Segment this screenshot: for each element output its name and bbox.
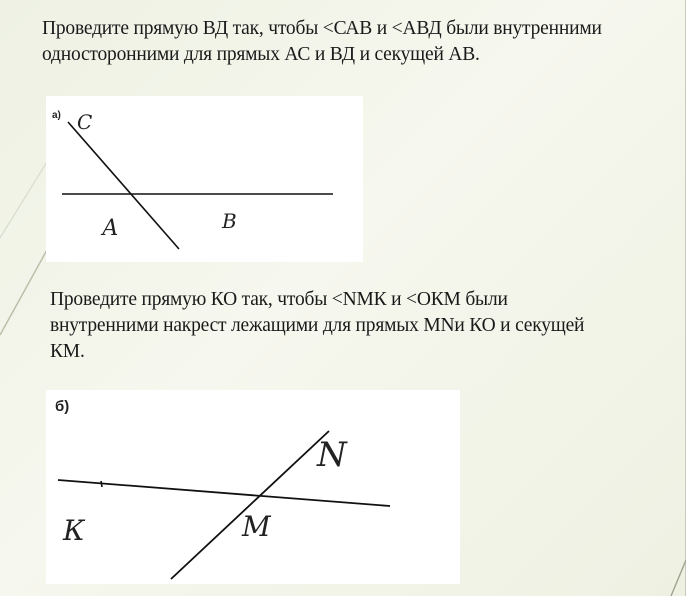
line-mn: [171, 431, 329, 579]
line-ac: [68, 122, 179, 249]
line-km: [58, 480, 390, 506]
figure-a-label: а): [52, 110, 61, 121]
figure-b-label: б): [55, 398, 70, 415]
figure-b: [46, 390, 460, 584]
point-k-label: К: [63, 514, 85, 547]
decor-line-right: [671, 560, 686, 596]
point-n-label: N: [317, 435, 347, 475]
task1-text: Проведите прямую ВД так, чтобы <САВ и <АВД были внутренними односторонними для прямых АС и ВД и секущей АВ.: [42, 18, 602, 65]
point-b-label: В: [222, 209, 237, 233]
figure-a: [46, 96, 363, 262]
point-c-label: С: [77, 110, 93, 134]
figure-b-drawing: [46, 390, 460, 584]
decor-line-left-faint: [0, 160, 48, 238]
tick-mark-k: [101, 481, 102, 487]
point-a-label: А: [102, 216, 119, 241]
point-m-label: М: [242, 510, 271, 543]
task2-text: Проведите прямую КО так, чтобы <NМК и <ОКМ были внутренними накрест лежащими для прямых МNи КО и секущей КМ.: [50, 289, 585, 362]
figure-a-drawing: [46, 96, 363, 262]
